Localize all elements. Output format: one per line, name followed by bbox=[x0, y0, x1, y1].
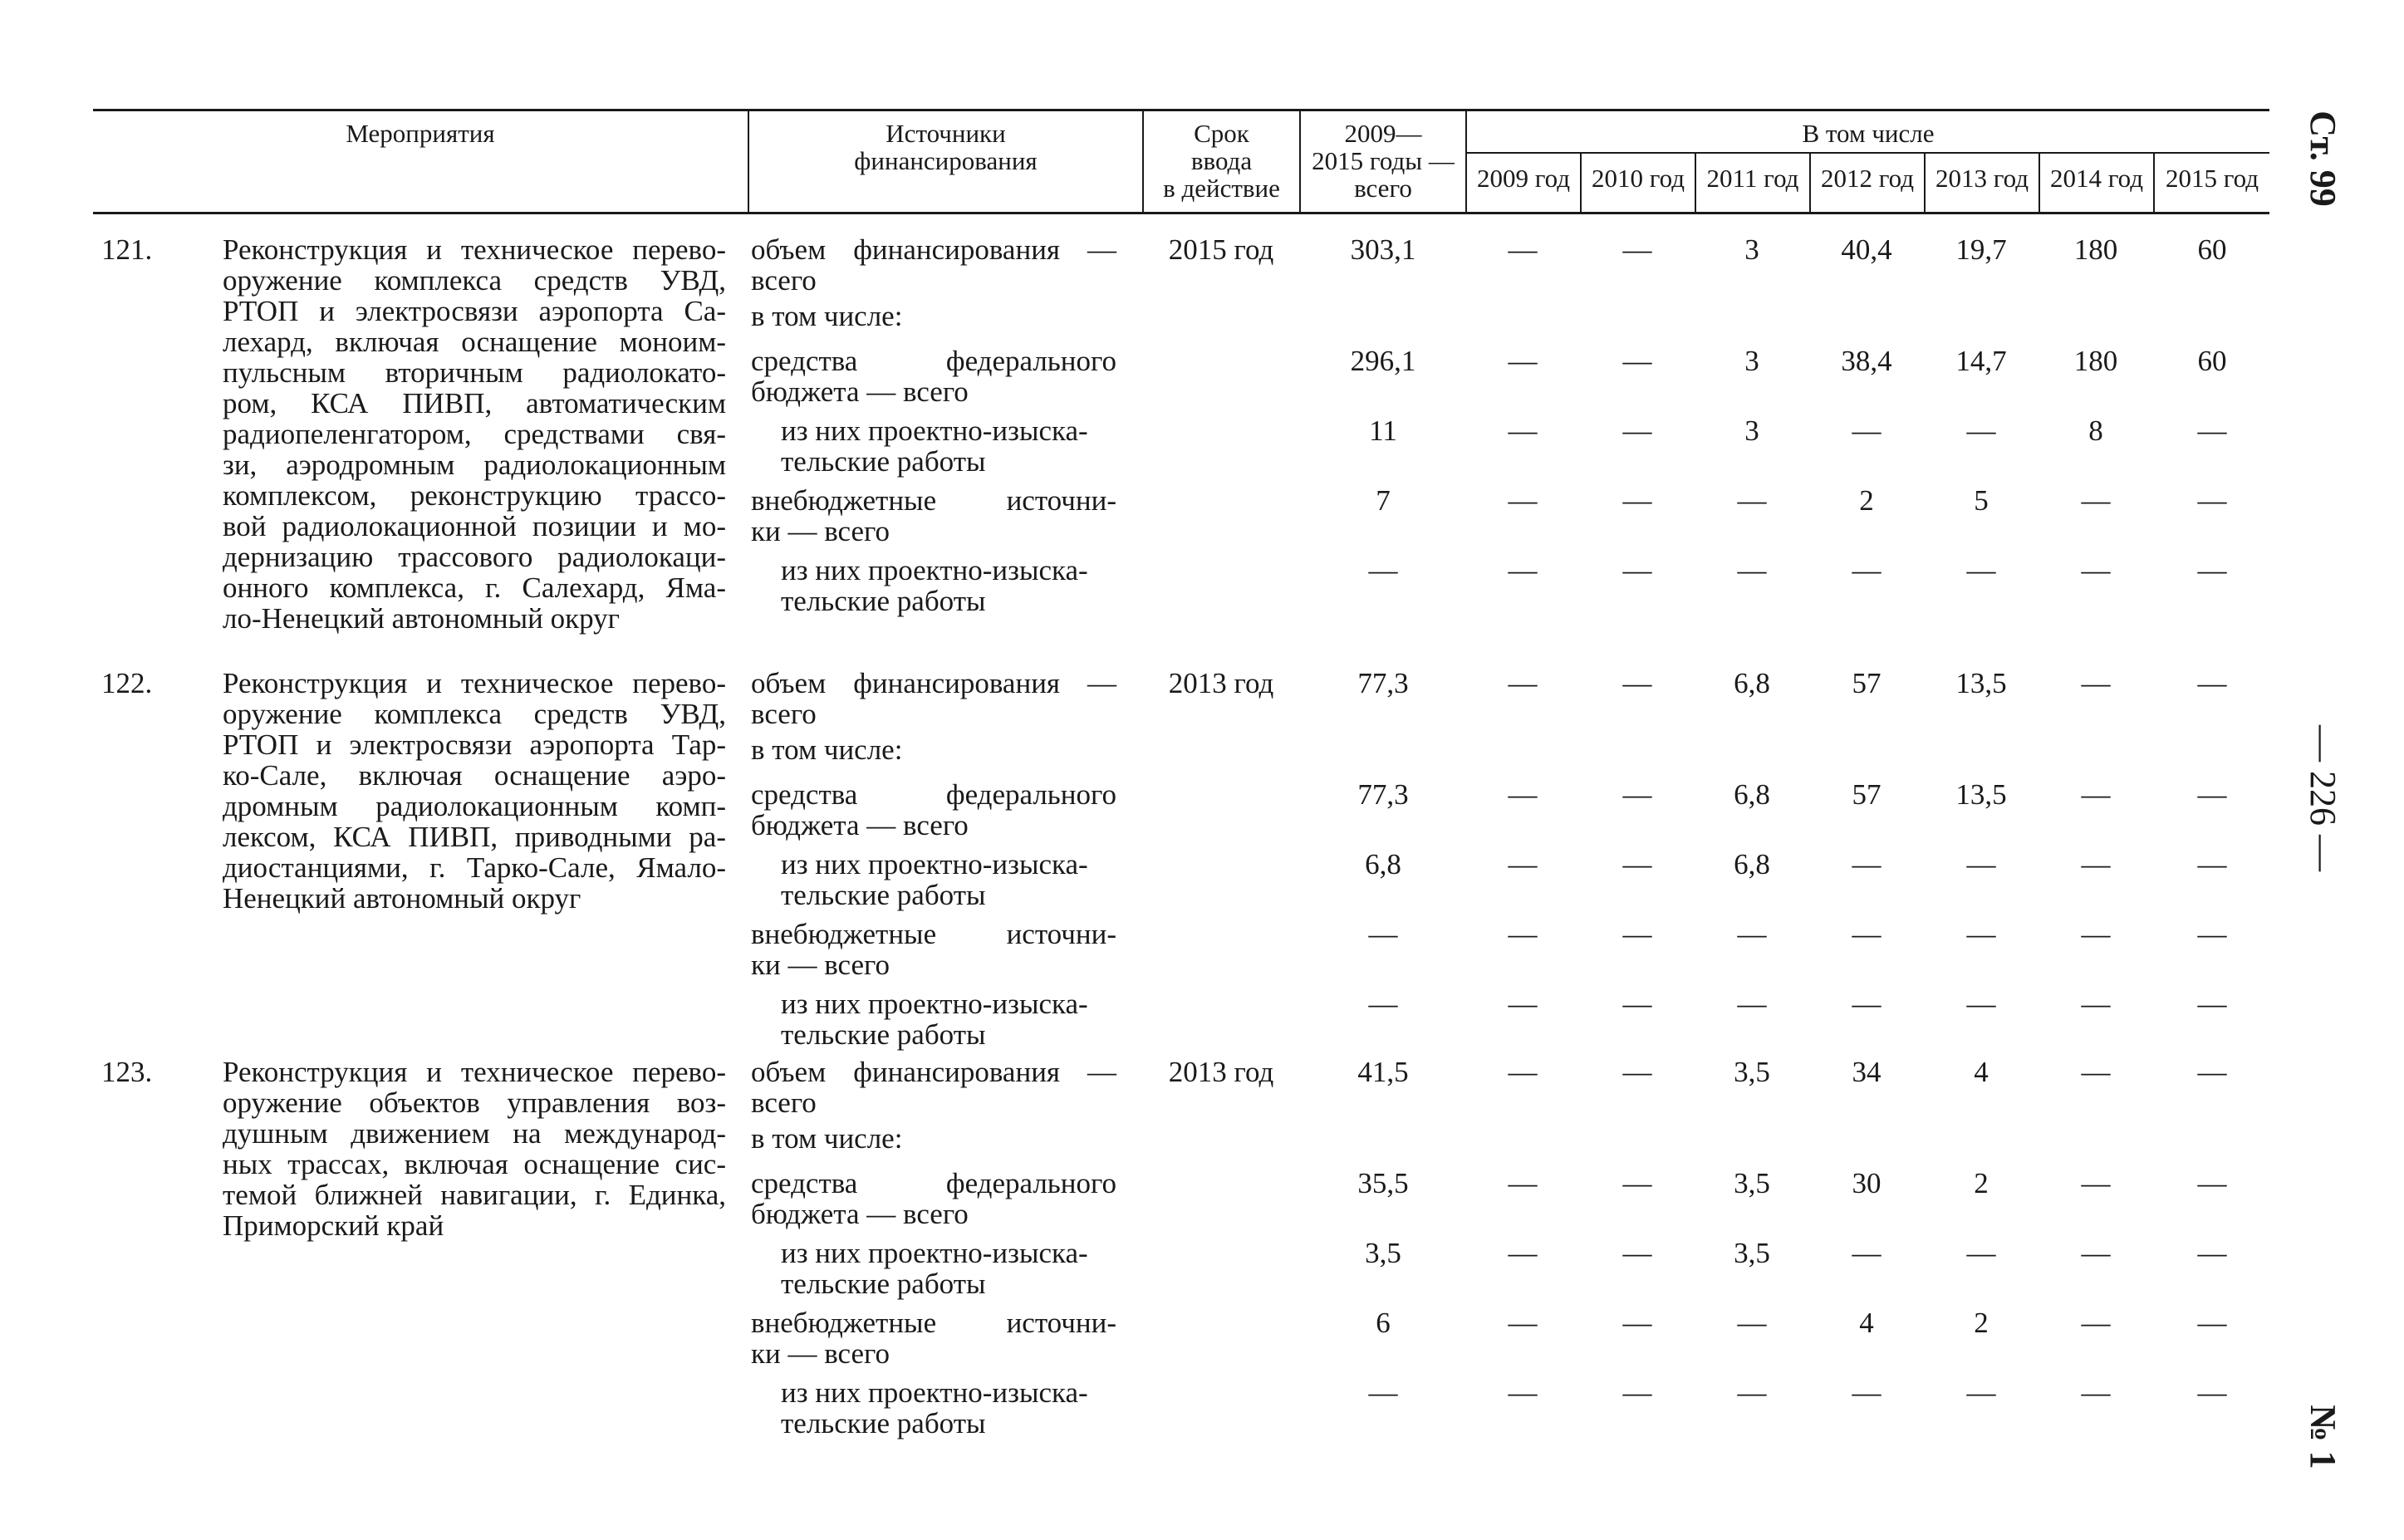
year-value: — bbox=[2081, 1307, 2111, 1339]
measure-description-line: зи, аэродромным радиолокационным bbox=[223, 449, 726, 481]
year-value: 4 bbox=[1859, 1307, 1874, 1339]
total-value: — bbox=[1368, 554, 1398, 586]
year-value: — bbox=[1737, 918, 1767, 950]
year-value: — bbox=[1852, 414, 1881, 447]
measure-description-line: Ненецкий автономный округ bbox=[223, 882, 581, 915]
year-value: 4 bbox=[1974, 1056, 1989, 1088]
funding-source-line: тельские работы bbox=[781, 1407, 986, 1439]
funding-source-label bbox=[751, 919, 1116, 980]
commissioning-term: 2015 год bbox=[1168, 233, 1274, 266]
funding-source-line: из них проектно-изыска- bbox=[781, 1237, 1088, 1269]
side-page-ref: Ст. 99 bbox=[2303, 110, 2343, 207]
funding-source-line: средства федерального bbox=[751, 778, 1116, 811]
year-value: 6,8 bbox=[1734, 848, 1770, 880]
commissioning-term: 2013 год bbox=[1168, 667, 1274, 699]
year-value: — bbox=[2197, 1237, 2227, 1269]
funding-source-label bbox=[751, 1307, 1116, 1369]
year-value: 30 bbox=[1852, 1167, 1881, 1199]
year-value: — bbox=[1508, 484, 1538, 517]
funding-source-label bbox=[751, 1168, 1116, 1229]
year-value: — bbox=[2081, 1237, 2111, 1269]
year-value: 180 bbox=[2073, 233, 2118, 266]
header-term-line: Срок bbox=[1194, 119, 1249, 148]
funding-source-line: из них проектно-изыска- bbox=[781, 414, 1088, 447]
header-total-line: 2015 годы — bbox=[1312, 146, 1455, 175]
funding-source-line: ки — всего bbox=[751, 949, 890, 981]
header-total-line: всего bbox=[1354, 174, 1412, 203]
header-term-line: ввода bbox=[1190, 146, 1253, 175]
funding-source-line: из них проектно-изыска- bbox=[781, 554, 1088, 586]
header-year bbox=[2040, 164, 2153, 192]
funding-source-line: ки — всего bbox=[751, 1337, 890, 1370]
year-value: — bbox=[2197, 988, 2227, 1020]
total-value: 6 bbox=[1376, 1307, 1391, 1339]
year-value: — bbox=[1622, 918, 1652, 950]
header-year-label: 2014 год bbox=[2049, 164, 2144, 193]
funding-source-line: тельские работы bbox=[781, 1018, 986, 1051]
funding-source-line: объем финансирования — bbox=[751, 667, 1116, 699]
funding-source-line: тельские работы bbox=[781, 879, 986, 911]
year-value: — bbox=[1508, 1307, 1538, 1339]
year-value: — bbox=[1966, 554, 1996, 586]
measure-description-line: душным движением на международ- bbox=[223, 1117, 726, 1150]
year-value: — bbox=[2197, 848, 2227, 880]
year-value: 60 bbox=[2197, 345, 2227, 377]
year-value: — bbox=[2081, 667, 2111, 699]
year-value: — bbox=[1508, 1237, 1538, 1269]
year-value: — bbox=[1852, 1237, 1881, 1269]
measure-description-line: диостанциями, г. Тарко-Сале, Ямало- bbox=[223, 851, 726, 884]
year-value: 6,8 bbox=[1734, 667, 1770, 699]
year-value: — bbox=[2197, 484, 2227, 517]
header-sources bbox=[749, 120, 1142, 174]
funding-source-label bbox=[751, 234, 1116, 296]
year-value: 3 bbox=[1744, 414, 1759, 447]
year-value: — bbox=[1622, 988, 1652, 1020]
year-value: — bbox=[1622, 778, 1652, 811]
funding-source-line: средства федерального bbox=[751, 1167, 1116, 1199]
measure-description-line: Приморский край bbox=[223, 1209, 444, 1242]
total-value: — bbox=[1368, 918, 1398, 950]
header-measures-label: Мероприятия bbox=[346, 119, 495, 148]
measure-description-line: ло-Ненецкий автономный округ bbox=[223, 602, 621, 635]
year-value: — bbox=[1508, 918, 1538, 950]
funding-source-line: всего bbox=[751, 264, 817, 297]
funding-source-line: из них проектно-изыска- bbox=[781, 988, 1088, 1020]
funding-source-label bbox=[751, 734, 1116, 765]
header-year bbox=[2155, 164, 2269, 192]
funding-source-label bbox=[781, 988, 1116, 1050]
year-value: — bbox=[2197, 414, 2227, 447]
year-value: 38,4 bbox=[1841, 345, 1892, 377]
year-value: — bbox=[1508, 1167, 1538, 1199]
measure-description bbox=[223, 234, 726, 634]
year-value: — bbox=[1737, 554, 1767, 586]
year-value: — bbox=[1622, 233, 1652, 266]
measure-description bbox=[223, 668, 726, 914]
total-value: 41,5 bbox=[1357, 1056, 1409, 1088]
year-value: 14,7 bbox=[1955, 345, 2007, 377]
year-value: — bbox=[1852, 848, 1881, 880]
header-total bbox=[1301, 120, 1465, 202]
year-value: — bbox=[2081, 778, 2111, 811]
year-value: — bbox=[1852, 554, 1881, 586]
year-value: — bbox=[1622, 1307, 1652, 1339]
funding-source-line: тельские работы bbox=[781, 445, 986, 478]
year-value: — bbox=[1622, 1167, 1652, 1199]
funding-source-label bbox=[751, 1123, 1116, 1154]
measure-description-line: комплексом, реконструкцию трассо- bbox=[223, 479, 726, 512]
funding-source-line: внебюджетные источни- bbox=[751, 1307, 1116, 1339]
total-value: — bbox=[1368, 1376, 1398, 1409]
side-page-number: — 226 — bbox=[2303, 725, 2343, 871]
funding-source-label bbox=[781, 555, 1116, 616]
measure-description bbox=[223, 1057, 726, 1241]
row-number: 121. bbox=[101, 233, 153, 266]
year-value: — bbox=[1622, 1237, 1652, 1269]
funding-source-label bbox=[751, 1057, 1116, 1118]
year-value: — bbox=[1966, 1237, 1996, 1269]
header-year-label: 2010 год bbox=[1591, 164, 1685, 193]
funding-source-line: в том числе: bbox=[751, 1122, 903, 1155]
funding-source-label bbox=[781, 415, 1116, 477]
funding-source-label bbox=[751, 779, 1116, 841]
header-sources-line: Источники bbox=[886, 119, 1006, 148]
year-value: — bbox=[2197, 778, 2227, 811]
funding-source-line: ки — всего bbox=[751, 515, 890, 547]
year-value: 57 bbox=[1852, 778, 1881, 811]
header-total-line: 2009— bbox=[1344, 119, 1422, 148]
year-value: — bbox=[2081, 1056, 2111, 1088]
measure-description-line: онного комплекса, г. Салехард, Яма- bbox=[223, 571, 726, 604]
measure-description-line: вой радиолокационной позиции и мо- bbox=[223, 510, 726, 542]
year-value: — bbox=[1966, 918, 1996, 950]
year-value: — bbox=[2197, 1307, 2227, 1339]
year-value: — bbox=[1737, 484, 1767, 517]
year-value: — bbox=[2081, 1376, 2111, 1409]
year-value: — bbox=[1966, 988, 1996, 1020]
year-value: 180 bbox=[2073, 345, 2118, 377]
funding-source-label bbox=[751, 485, 1116, 547]
year-value: — bbox=[1508, 233, 1538, 266]
year-value: — bbox=[1737, 988, 1767, 1020]
measure-description-line: РТОП и электросвязи аэропорта Са- bbox=[223, 295, 726, 327]
year-value: 40,4 bbox=[1841, 233, 1892, 266]
year-value: — bbox=[1622, 1376, 1652, 1409]
year-value: — bbox=[1852, 918, 1881, 950]
funding-source-label bbox=[751, 346, 1116, 407]
table-header-bottom-rule bbox=[93, 212, 2269, 214]
measure-description-line: лехард, включая оснащение моноим- bbox=[223, 326, 726, 358]
measure-description-line: радиопеленгатором, средствами свя- bbox=[223, 418, 726, 450]
year-value: — bbox=[2197, 918, 2227, 950]
year-value: — bbox=[2197, 554, 2227, 586]
header-including-label: В том числе bbox=[1802, 119, 1935, 148]
funding-source-line: в том числе: bbox=[751, 300, 903, 332]
header-year bbox=[1926, 164, 2038, 192]
year-value: 13,5 bbox=[1955, 778, 2007, 811]
year-value: — bbox=[1508, 667, 1538, 699]
funding-source-line: в том числе: bbox=[751, 733, 903, 766]
header-sources-line: финансирования bbox=[854, 146, 1038, 175]
header-year bbox=[1582, 164, 1695, 192]
funding-source-line: из них проектно-изыска- bbox=[781, 848, 1088, 880]
funding-source-line: всего bbox=[751, 698, 817, 730]
year-value: 57 bbox=[1852, 667, 1881, 699]
total-value: 7 bbox=[1376, 484, 1391, 517]
total-value: 3,5 bbox=[1365, 1237, 1401, 1269]
year-value: — bbox=[1966, 1376, 1996, 1409]
row-number: 122. bbox=[101, 667, 153, 699]
funding-source-label bbox=[751, 301, 1116, 331]
year-value: — bbox=[2081, 1167, 2111, 1199]
year-value: 2 bbox=[1859, 484, 1874, 517]
measure-description-line: оружение комплекса средств УВД, bbox=[223, 264, 726, 297]
funding-source-label bbox=[781, 1238, 1116, 1299]
header-including bbox=[1467, 120, 2269, 147]
years-header-divider bbox=[1465, 152, 2269, 154]
measure-description-line: дромным радиолокационным комп- bbox=[223, 790, 726, 822]
funding-source-line: бюджета — всего bbox=[751, 375, 969, 408]
commissioning-term: 2013 год bbox=[1168, 1056, 1274, 1088]
funding-source-line: внебюджетные источни- bbox=[751, 484, 1116, 517]
measure-description-line: Реконструкция и техническое перево- bbox=[223, 667, 726, 699]
funding-source-line: всего bbox=[751, 1086, 817, 1119]
measure-description-line: ром, КСА ПИВП, автоматическим bbox=[223, 387, 726, 419]
row-number: 123. bbox=[101, 1056, 153, 1088]
year-value: — bbox=[2081, 918, 2111, 950]
year-value: 8 bbox=[2088, 414, 2103, 447]
funding-source-label bbox=[751, 668, 1116, 729]
measure-description-line: оружение объектов управления воз- bbox=[223, 1086, 726, 1119]
year-value: — bbox=[1622, 345, 1652, 377]
measure-description-line: лексом, КСА ПИВП, приводными ра- bbox=[223, 821, 726, 853]
measure-description-line: ных трассах, включая оснащение сис- bbox=[223, 1148, 726, 1180]
year-value: — bbox=[1508, 778, 1538, 811]
year-value: — bbox=[1508, 988, 1538, 1020]
year-value: — bbox=[1508, 1056, 1538, 1088]
funding-source-line: тельские работы bbox=[781, 585, 986, 617]
measure-description-line: Реконструкция и техническое перево- bbox=[223, 1056, 726, 1088]
measure-description-line: пульсным вторичным радиолокато- bbox=[223, 356, 726, 389]
table-top-rule bbox=[93, 109, 2269, 111]
year-value: — bbox=[1622, 484, 1652, 517]
year-value: — bbox=[1737, 1307, 1767, 1339]
year-value: 60 bbox=[2197, 233, 2227, 266]
year-value: 2 bbox=[1974, 1307, 1989, 1339]
header-year-label: 2013 год bbox=[1935, 164, 2029, 193]
side-issue-number: № 1 bbox=[2303, 1405, 2343, 1469]
year-value: 3 bbox=[1744, 233, 1759, 266]
header-term-line: в действие bbox=[1163, 174, 1280, 203]
year-value: — bbox=[2081, 848, 2111, 880]
year-value: — bbox=[2197, 667, 2227, 699]
total-value: — bbox=[1368, 988, 1398, 1020]
year-value: — bbox=[1622, 1056, 1652, 1088]
year-value: — bbox=[2081, 484, 2111, 517]
measure-description-line: дернизацию трассового радиолокаци- bbox=[223, 541, 726, 573]
funding-source-line: бюджета — всего bbox=[751, 809, 969, 841]
year-value: — bbox=[1852, 988, 1881, 1020]
year-value: — bbox=[1966, 414, 1996, 447]
header-measures bbox=[93, 120, 748, 147]
funding-source-line: средства федерального bbox=[751, 345, 1116, 377]
year-value: — bbox=[1508, 848, 1538, 880]
year-value: — bbox=[2081, 988, 2111, 1020]
funding-source-line: объем финансирования — bbox=[751, 1056, 1116, 1088]
year-value: 6,8 bbox=[1734, 778, 1770, 811]
year-value: — bbox=[2197, 1376, 2227, 1409]
year-value: — bbox=[1508, 345, 1538, 377]
year-value: 3,5 bbox=[1734, 1167, 1770, 1199]
year-value: 5 bbox=[1974, 484, 1989, 517]
year-value: — bbox=[2197, 1167, 2227, 1199]
year-value: 19,7 bbox=[1955, 233, 2007, 266]
funding-source-line: тельские работы bbox=[781, 1268, 986, 1300]
year-value: — bbox=[1508, 554, 1538, 586]
measure-description-line: РТОП и электросвязи аэропорта Тар- bbox=[223, 728, 726, 761]
funding-source-line: из них проектно-изыска- bbox=[781, 1376, 1088, 1409]
year-value: — bbox=[1508, 1376, 1538, 1409]
header-year bbox=[1467, 164, 1580, 192]
year-value: — bbox=[1508, 414, 1538, 447]
header-year-label: 2012 год bbox=[1820, 164, 1915, 193]
year-value: 34 bbox=[1852, 1056, 1881, 1088]
total-value: 6,8 bbox=[1365, 848, 1401, 880]
header-year bbox=[1811, 164, 1924, 192]
year-value: — bbox=[1622, 554, 1652, 586]
header-year-label: 2011 год bbox=[1706, 164, 1799, 193]
year-value: — bbox=[1622, 848, 1652, 880]
funding-source-label bbox=[781, 1377, 1116, 1439]
funding-source-line: внебюджетные источни- bbox=[751, 918, 1116, 950]
measure-description-line: Реконструкция и техническое перево- bbox=[223, 233, 726, 266]
total-value: 35,5 bbox=[1357, 1167, 1409, 1199]
total-value: 296,1 bbox=[1350, 345, 1416, 377]
header-year-label: 2015 год bbox=[2165, 164, 2259, 193]
year-value: 3 bbox=[1744, 345, 1759, 377]
measure-description-line: ко-Сале, включая оснащение аэро- bbox=[223, 759, 726, 792]
year-value: — bbox=[1622, 667, 1652, 699]
year-value: — bbox=[1852, 1376, 1881, 1409]
year-value: 2 bbox=[1974, 1167, 1989, 1199]
total-value: 303,1 bbox=[1350, 233, 1416, 266]
measure-description-line: оружение комплекса средств УВД, bbox=[223, 698, 726, 730]
year-value: — bbox=[1737, 1376, 1767, 1409]
funding-source-label bbox=[781, 849, 1116, 910]
year-value: — bbox=[1966, 848, 1996, 880]
total-value: 77,3 bbox=[1357, 778, 1409, 811]
measure-description-line: темой ближней навигации, г. Единка, bbox=[223, 1179, 726, 1211]
header-term bbox=[1144, 120, 1299, 202]
header-year-label: 2009 год bbox=[1476, 164, 1571, 193]
funding-source-line: объем финансирования — bbox=[751, 233, 1116, 266]
header-year bbox=[1696, 164, 1809, 192]
year-value: — bbox=[2081, 554, 2111, 586]
year-value: — bbox=[2197, 1056, 2227, 1088]
year-value: 13,5 bbox=[1955, 667, 2007, 699]
funding-source-line: бюджета — всего bbox=[751, 1198, 969, 1230]
year-value: — bbox=[1622, 414, 1652, 447]
year-value: 3,5 bbox=[1734, 1056, 1770, 1088]
total-value: 77,3 bbox=[1357, 667, 1409, 699]
total-value: 11 bbox=[1369, 414, 1397, 447]
year-value: 3,5 bbox=[1734, 1237, 1770, 1269]
